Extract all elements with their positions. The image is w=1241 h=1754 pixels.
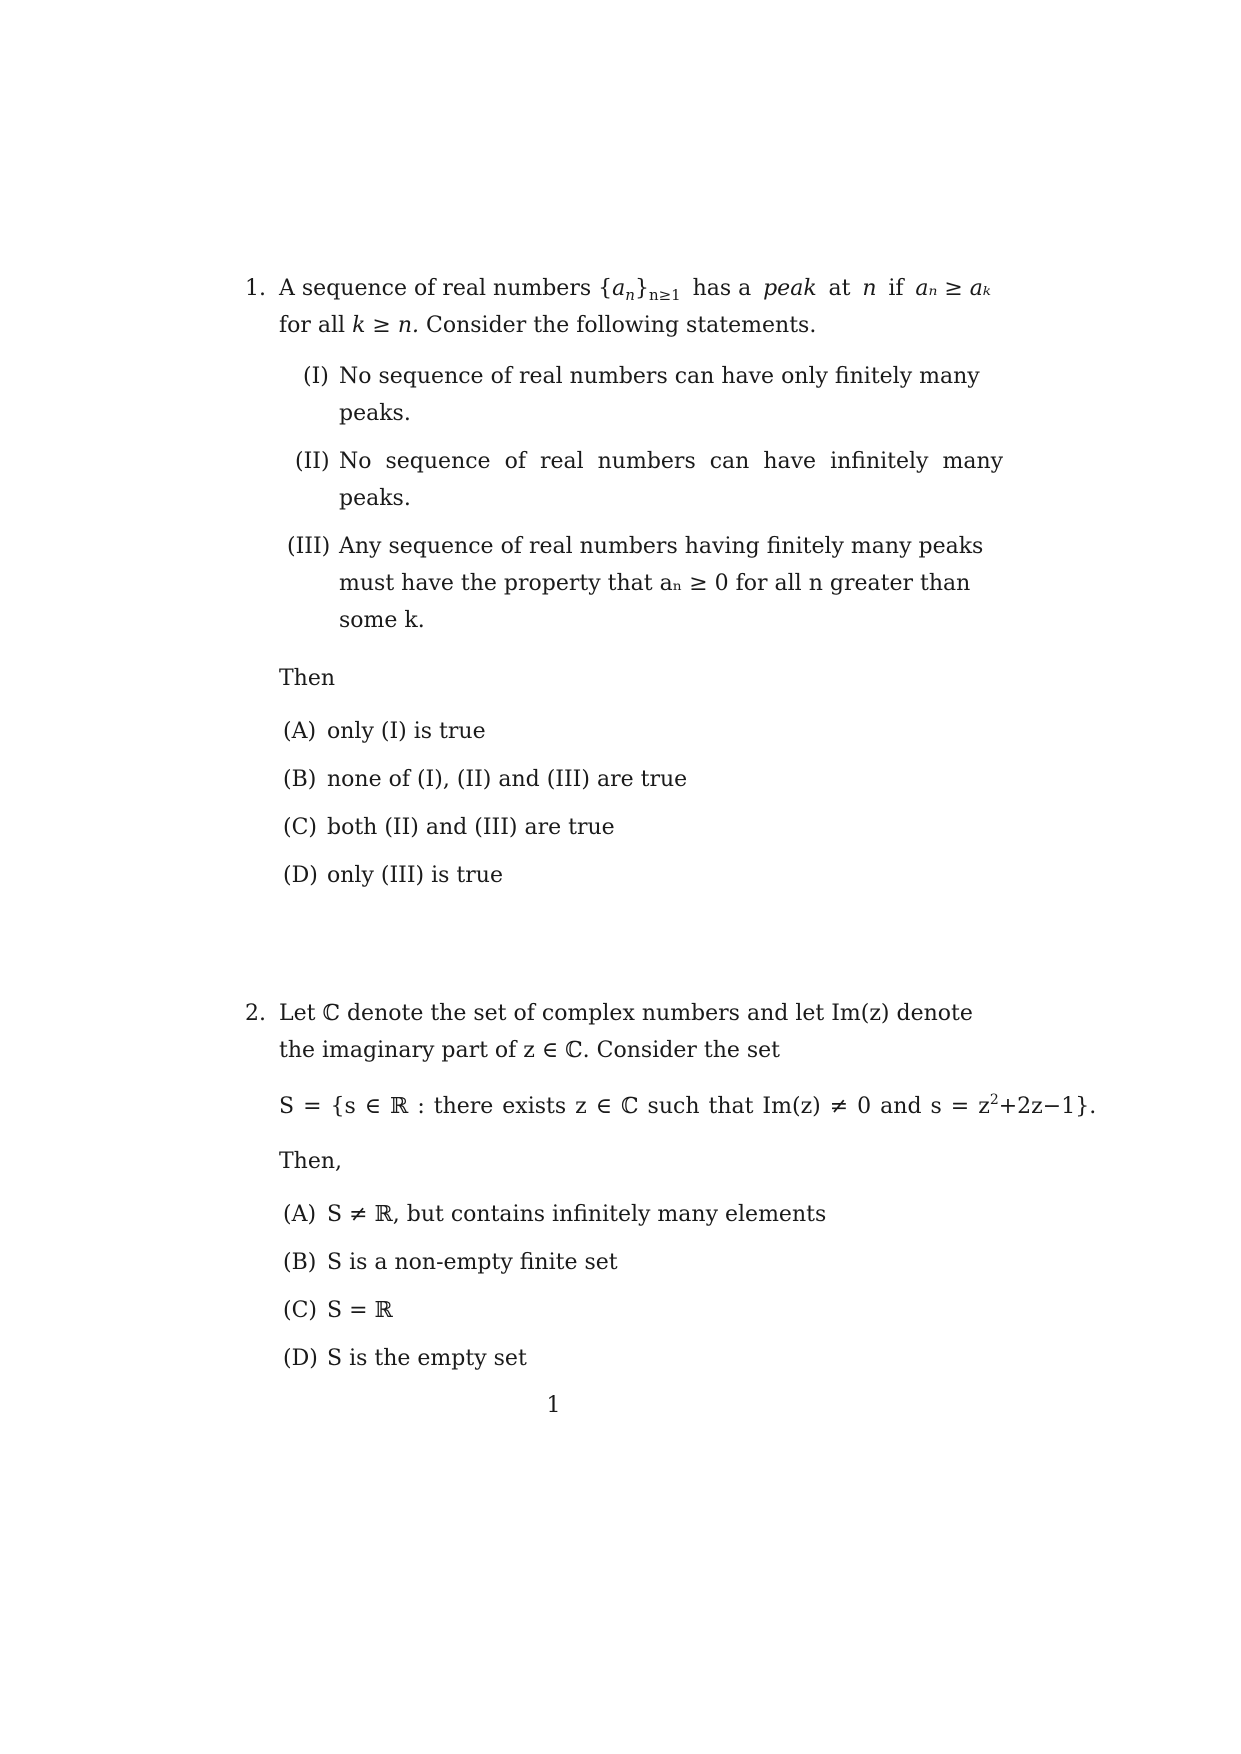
then-text: Then	[279, 666, 336, 691]
option-label: (D)	[283, 863, 318, 888]
answer-option-b[interactable]	[279, 1244, 991, 1281]
statement-item: (I) No sequence of real numbers can have only finitely many peaks.	[279, 358, 884, 432]
stem-text: A sequence of real numbers $\{a_n\}_{n\ge 1}$	[279, 276, 681, 304]
answer-option-d[interactable]	[279, 857, 991, 894]
option-label: (A)	[283, 1202, 317, 1227]
answer-option-d[interactable]	[279, 1340, 991, 1377]
statement-label: (III)	[287, 534, 331, 559]
option-text: S ≠ ℝ, but contains infinitely many elements	[327, 1202, 827, 1227]
question-2	[245, 995, 1097, 1388]
statement-list	[279, 358, 1004, 639]
question-stem-line: the imaginary part of z ∈ ℂ. Consider the set	[279, 1038, 781, 1063]
option-text: none of (I), (II) and (III) are true	[327, 767, 688, 792]
answer-option-c[interactable]	[279, 809, 991, 846]
option-label: (C)	[283, 815, 317, 840]
answer-option-a[interactable]	[279, 713, 991, 750]
peak-term: peak	[763, 276, 817, 301]
statement-label: (II)	[295, 449, 330, 474]
peak-condition: aₙ ≥ aₖ	[915, 276, 991, 301]
statement-label: (I)	[303, 364, 329, 389]
set-definition: S = {s ∈ ℝ : there exists z ∈ ℂ such that Im(z) ≠ 0 and $s = z^2+2z-1$}.	[279, 1092, 1097, 1119]
answer-option-a[interactable]	[279, 1196, 991, 1233]
option-text: S is a non-empty finite set	[327, 1250, 618, 1275]
option-label: (C)	[283, 1298, 317, 1323]
answer-option-c[interactable]	[279, 1292, 991, 1329]
answer-options	[279, 713, 991, 894]
option-text: only (I) is true	[327, 719, 486, 744]
page-number: 1	[546, 1393, 561, 1418]
answer-option-b[interactable]	[279, 761, 991, 798]
option-label: (B)	[283, 1250, 317, 1275]
question-number: 2.	[245, 1001, 266, 1026]
statement-item: (III) Any sequence of real numbers having finitely many peaks must have the property that aₙ ≥ 0 for all n greater than some k.	[279, 528, 884, 639]
question-stem-line: for all k ≥ n. Consider the following statements.	[279, 313, 817, 338]
question-number: 1.	[245, 276, 266, 301]
then-text: Then,	[279, 1149, 343, 1174]
option-text: S is the empty set	[327, 1346, 527, 1371]
option-label: (A)	[283, 719, 317, 744]
answer-options	[279, 1196, 991, 1377]
question-stem-line: A sequence of real numbers $\{a_n\}_{n\ge 1}$ has a peak at n if aₙ ≥ aₖ	[279, 270, 991, 307]
option-label: (D)	[283, 1346, 318, 1371]
option-text: S = ℝ	[327, 1298, 393, 1323]
option-text: both (II) and (III) are true	[327, 815, 615, 840]
option-text: only (III) is true	[327, 863, 503, 888]
question-stem-line: Let ℂ denote the set of complex numbers and let Im(z) denote	[279, 1001, 973, 1026]
question-1	[245, 270, 1004, 905]
statement-item: (II) No sequence of real numbers can have infinitely many peaks.	[279, 443, 884, 517]
option-label: (B)	[283, 767, 317, 792]
